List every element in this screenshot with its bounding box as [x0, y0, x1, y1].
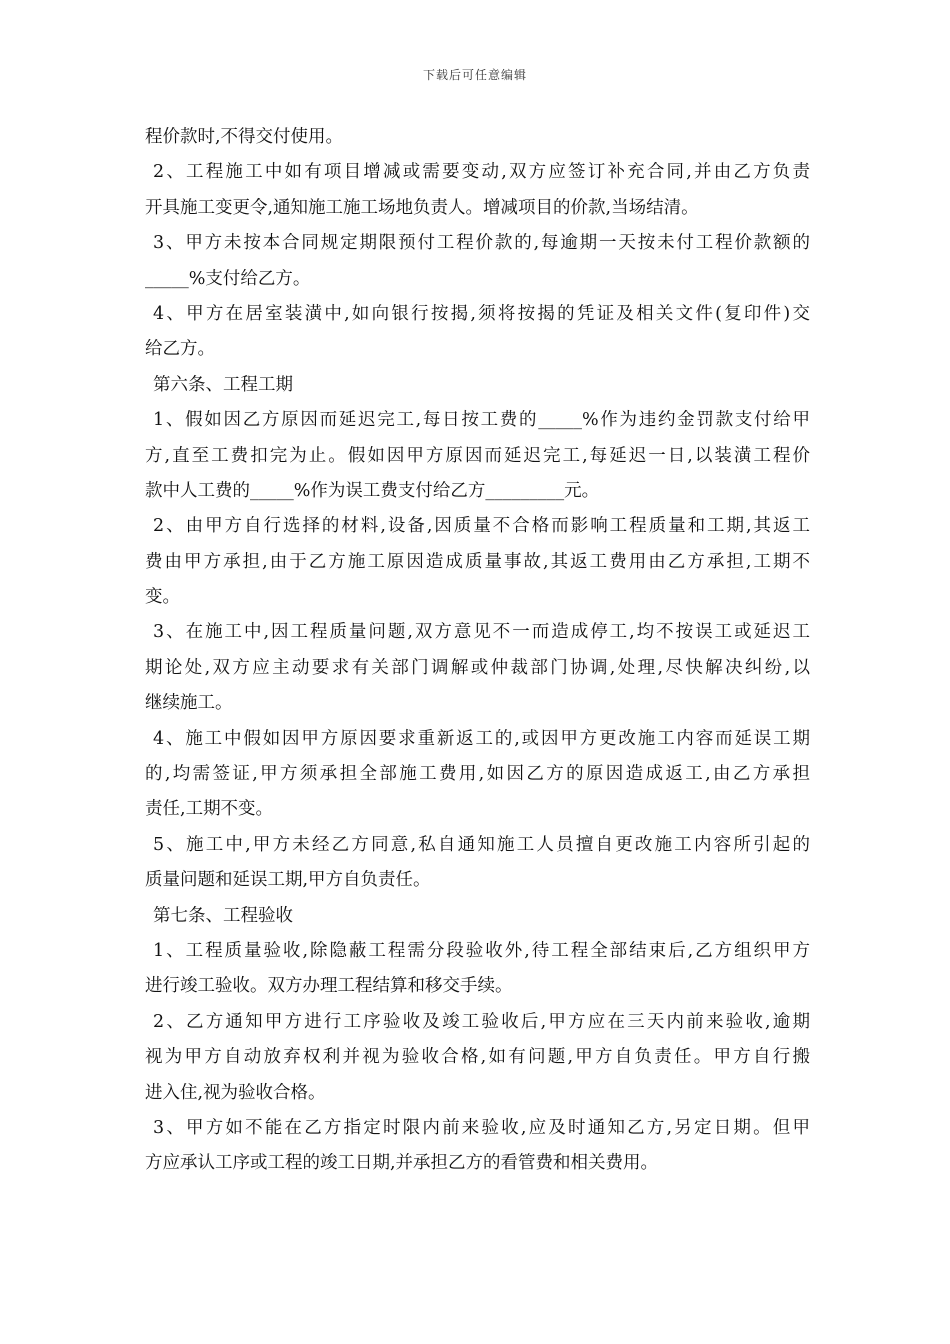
text-line: 2、工程施工中如有项目增减或需要变动,双方应签订补充合同,并由乙方负责	[153, 162, 810, 183]
text-line: 1、工程质量验收,除隐蔽工程需分段验收外,待工程全部结束后,乙方组织甲方	[153, 940, 810, 961]
text-line: 给乙方。	[145, 339, 215, 360]
text-line: 的,均需签证,甲方须承担全部施工费用,如因乙方的原因造成返工,由乙方承担	[145, 764, 810, 785]
text-line: _____%支付给乙方。	[145, 268, 311, 289]
text-line: 变。	[145, 587, 180, 608]
text-line: 4、施工中假如因甲方原因要求重新返工的,或因甲方更改施工内容而延误工期	[153, 728, 810, 749]
text-line: 责任,工期不变。	[145, 799, 274, 820]
text-line: 3、甲方未按本合同规定期限预付工程价款的,每逾期一天按未付工程价款额的	[153, 233, 810, 254]
text-line: 继续施工。	[145, 693, 233, 714]
text-line: 款中人工费的_____%作为误工费支付给乙方_________元。	[145, 480, 600, 501]
text-line: 3、在施工中,因工程质量问题,双方意见不一而造成停工,均不按误工或延迟工	[153, 622, 810, 643]
text-line: 5、施工中,甲方未经乙方同意,私自通知施工人员擅自更改施工内容所引起的	[153, 834, 810, 855]
text-line: 进入住,视为验收合格。	[145, 1082, 326, 1103]
text-line: 3、甲方如不能在乙方指定时限内前来验收,应及时通知乙方,另定日期。但甲	[153, 1117, 810, 1138]
text-line: 质量问题和延误工期,甲方自负责任。	[145, 870, 431, 891]
page-header: 下载后可任意编辑	[422, 68, 527, 82]
text-line: 第七条、工程验收	[153, 905, 293, 926]
text-line: 进行竣工验收。双方办理工程结算和移交手续。	[145, 976, 513, 997]
text-line: 第六条、工程工期	[153, 374, 293, 395]
text-line: 视为甲方自动放弃权利并视为验收合格,如有问题,甲方自负责任。甲方自行搬	[145, 1047, 810, 1068]
text-line: 1、假如因乙方原因而延迟完工,每日按工费的_____%作为违约金罚款支付给甲	[153, 410, 810, 431]
text-line: 方应承认工序或工程的竣工日期,并承担乙方的看管费和相关费用。	[145, 1153, 659, 1174]
text-line: 4、甲方在居室装潢中,如向银行按揭,须将按揭的凭证及相关文件(复印件)交	[153, 303, 810, 324]
text-line: 程价款时,不得交付使用。	[145, 127, 344, 147]
document-body	[145, 120, 810, 1182]
text-line: 2、由甲方自行选择的材料,设备,因质量不合格而影响工程质量和工期,其返工	[153, 516, 810, 537]
text-line: 2、乙方通知甲方进行工序验收及竣工验收后,甲方应在三天内前来验收,逾期	[153, 1011, 810, 1032]
text-line: 开具施工变更令,通知施工施工场地负责人。增减项目的价款,当场结清。	[145, 197, 699, 218]
text-line: 期论处,双方应主动要求有关部门调解或仲裁部门协调,处理,尽快解决纠纷,以	[145, 657, 810, 678]
text-line: 费由甲方承担,由于乙方施工原因造成质量事故,其返工费用由乙方承担,工期不	[145, 551, 810, 572]
text-line: 方,直至工费扣完为止。假如因甲方原因而延迟完工,每延迟一日,以装潢工程价	[145, 445, 810, 466]
